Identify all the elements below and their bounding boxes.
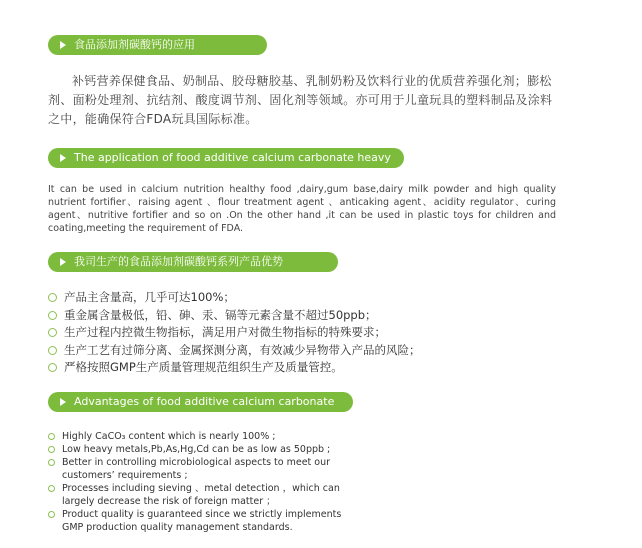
section-header-cn-application (48, 35, 267, 55)
list-item: Better in controlling microbiological aspects to meet our customers’ requirements ; (48, 456, 348, 482)
play-triangle-icon (60, 41, 66, 49)
circle-bullet-icon (48, 511, 55, 518)
section-header-label: 食品添加剂碳酸钙的应用 (74, 38, 195, 51)
circle-bullet-icon (48, 328, 57, 337)
list-item: 生产工艺有过筛分离、金属探测分离，有效减少异物带入产品的风险； (48, 342, 568, 360)
circle-bullet-icon (48, 346, 57, 355)
play-triangle-icon (60, 154, 66, 162)
circle-bullet-icon (48, 363, 57, 372)
section-header-label: 我司生产的食品添加剂碳酸钙系列产品优势 (74, 255, 283, 268)
list-item: Product quality is guaranteed since we strictly implements GMP production quality management standards. (48, 508, 348, 534)
list-item: 严格按照GMP生产质量管理规范组织生产及质量管控。 (48, 359, 568, 377)
circle-bullet-icon (48, 311, 57, 320)
section-header-en-advantages (48, 392, 353, 412)
play-triangle-icon (60, 258, 66, 266)
cn-application-paragraph: 补钙营养保健食品、奶制品、胶母糖胶基、乳制奶粉及饮料行业的优质营养强化剂；膨松剂、面粉处理剂、抗结剂、酸度调节剂、固化剂等领域。亦可用于儿童玩具的塑料制品及涂料之中，能确保符合FDA玩具国际标准。 (48, 74, 553, 126)
en-application-paragraph: It can be used in calcium nutrition healthy food ,dairy,gum base,dairy milk powder and high quality nutrient fortifier、raising agent 、flour treatment agent 、anticaking agent、acidity regulator、curing agent、nutritive fortifier and so on .On the other hand ,it can be used in plastic toys for children and coating,meeting the requirement of FDA. (48, 184, 556, 234)
section-header-label: Advantages of food additive calcium carbonate (74, 395, 335, 408)
list-item: Processes including sieving 、metal detection ，which can largely decrease the risk of foreign matter ； (48, 482, 348, 508)
section-header-cn-advantages (48, 252, 338, 272)
section-header-en-application (48, 148, 404, 168)
list-item: 产品主含量高，几乎可达100%； (48, 289, 568, 307)
circle-bullet-icon (48, 433, 55, 440)
list-item: 重金属含量极低，铅、砷、汞、镉等元素含量不超过50ppb； (48, 307, 568, 325)
list-item: 生产过程内控微生物指标，满足用户对微生物指标的特殊要求； (48, 324, 568, 342)
circle-bullet-icon (48, 459, 55, 466)
section-header-label: The application of food additive calcium carbonate heavy (74, 151, 391, 164)
list-item: Low heavy metals,Pb,As,Hg,Cd can be as low as 50ppb ; (48, 443, 348, 456)
circle-bullet-icon (48, 293, 57, 302)
en-advantages-list (48, 430, 348, 534)
circle-bullet-icon (48, 446, 55, 453)
list-item: Highly CaCO₃ content which is nearly 100% ; (48, 430, 348, 443)
play-triangle-icon (60, 398, 66, 406)
cn-advantages-list (48, 289, 568, 377)
circle-bullet-icon (48, 485, 55, 492)
